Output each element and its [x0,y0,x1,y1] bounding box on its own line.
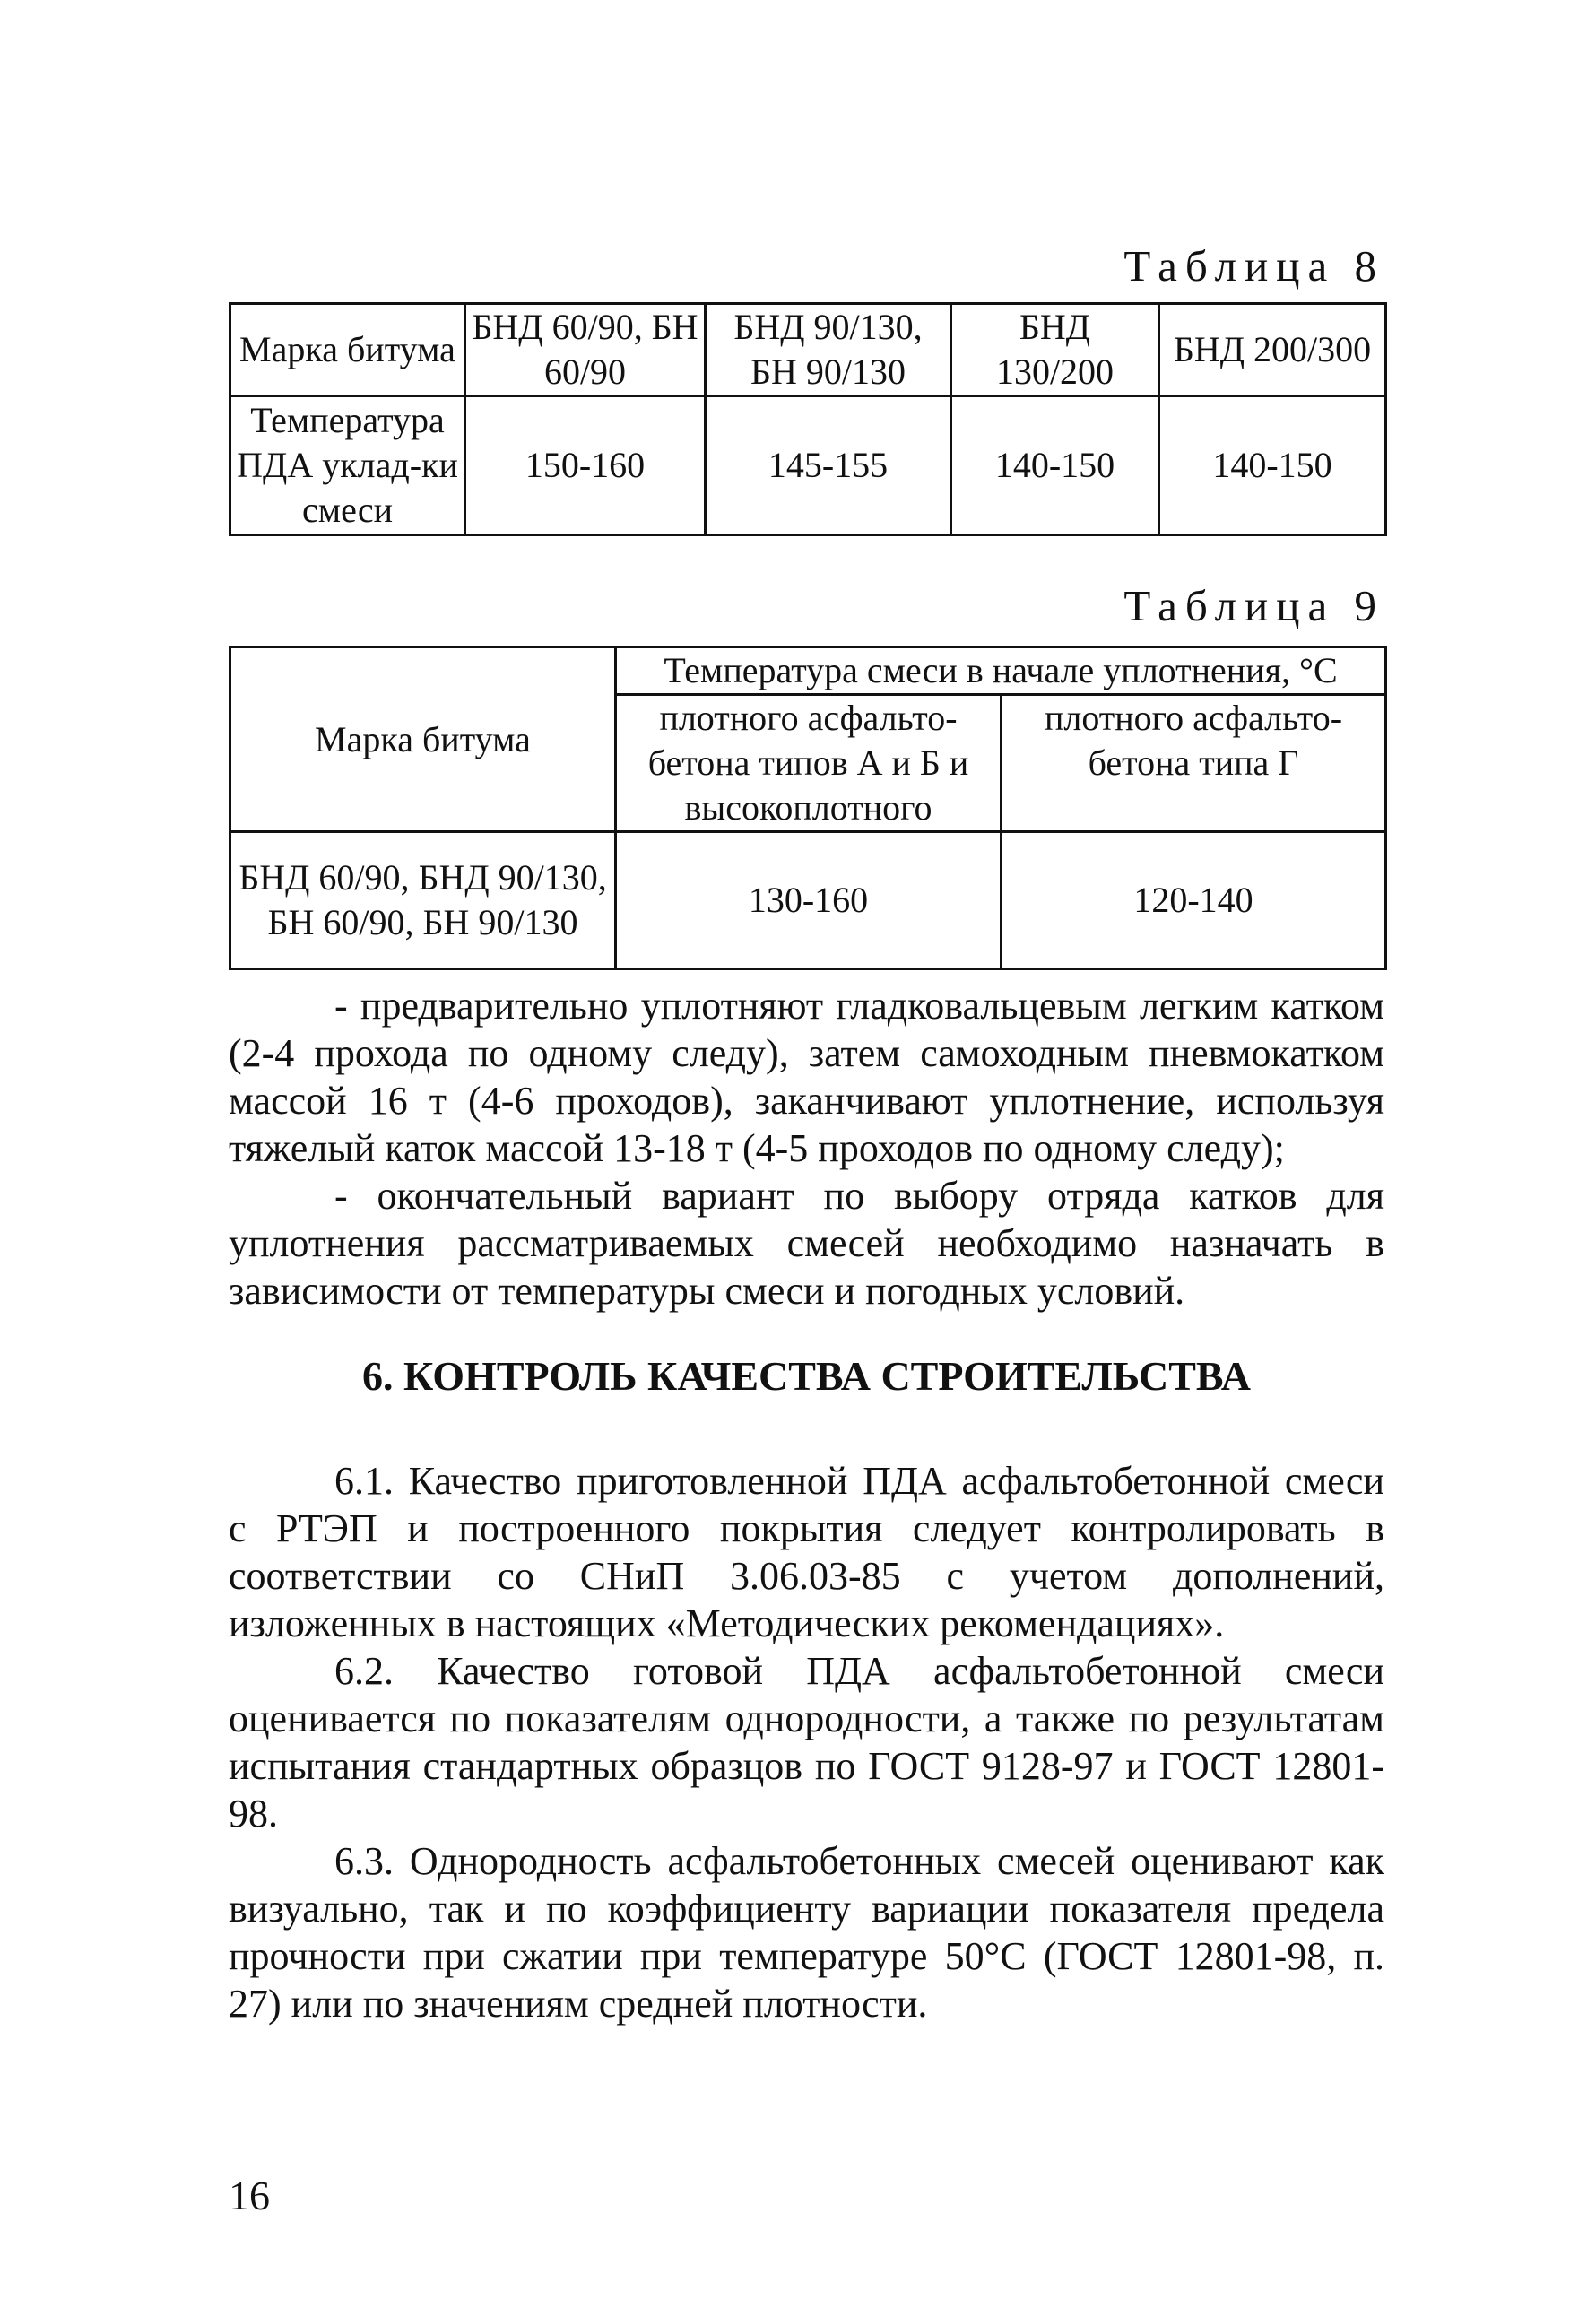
table-8-header-cell: Марка битума [230,304,465,396]
table-8-caption: Таблица 8 [1123,241,1384,291]
table-8 [229,302,1387,536]
table-9-cell: 120-140 [1002,832,1386,969]
table-8-header-cell: БНД 200/300 [1159,304,1386,396]
table-9-caption: Таблица 9 [1123,581,1384,630]
table-8-cell: 140-150 [1159,396,1386,535]
table-9-subheader-cell: плотного асфальто-бетона типов А и Б и высокоплотного [616,695,1002,832]
body-text-block-2 [229,1457,1384,2027]
table-9-cell: БНД 60/90, БНД 90/130, БН 60/90, БН 90/130 [230,832,616,969]
body-text-block-1 [229,982,1384,1315]
table-8-header-cell: БНД 130/200 [951,304,1159,396]
paragraph: - окончательный вариант по выбору отряда катков для уплотнения рассматриваемых смесей необходимо назначать в зависимости от температуры смеси и погодных условий. [229,1174,1384,1313]
paragraph: 6.3. Однородность асфальтобетонных смесей оценивают как визуально, так и по коэффициенту вариации показателя предела прочности при сжатии при температуре 50°С (ГОСТ 12801-98, п. 27) или по значениям средней плотности. [229,1839,1384,2026]
table-8-cell: 150-160 [465,396,706,535]
page-number: 16 [229,2173,270,2218]
table-9-col1-header: Марка битума [230,647,616,832]
table-8-cell: 145-155 [706,396,951,535]
paragraph: 6.2. Качество готовой ПДА асфальтобетонной смеси оценивается по показателям однородности, а также по результатам испытания стандартных образцов по ГОСТ 9128-97 и ГОСТ 12801-98. [229,1649,1384,1835]
table-9-cell: 130-160 [616,832,1002,969]
paragraph: 6.1. Качество приготовленной ПДА асфальтобетонной смеси с РТЭП и построенного покрытия следует контролировать в соответствии со СНиП 3.06.03-85 с учетом дополнений, изложенных в настоящих «Методических рекомендациях». [229,1459,1384,1645]
table-8-row [230,396,1386,535]
table-9 [229,646,1387,970]
table-9-header-row [230,647,1386,695]
table-8-header-row [230,304,1386,396]
table-9-group-header: Температура смеси в начале уплотнения, °С [616,647,1386,695]
table-8-header-cell: БНД 60/90, БН 60/90 [465,304,706,396]
table-9-subheader-cell: плотного асфальто-бетона типа Г [1002,695,1386,832]
table-8-cell: Температура ПДА уклад-ки смеси [230,396,465,535]
table-9-row [230,832,1386,969]
table-8-cell: 140-150 [951,396,1159,535]
table-8-header-cell: БНД 90/130, БН 90/130 [706,304,951,396]
paragraph: - предварительно уплотняют гладковальцевым легким катком (2-4 прохода по одному следу), затем самоходным пневмокатком массой 16 т (4-6 проходов), заканчивают уплотнение, используя тяжелый каток массой 13-18 т (4-5 проходов по одному следу); [229,984,1384,1170]
section-heading: 6. КОНТРОЛЬ КАЧЕСТВА СТРОИТЕЛЬСТВА [362,1353,1251,1399]
